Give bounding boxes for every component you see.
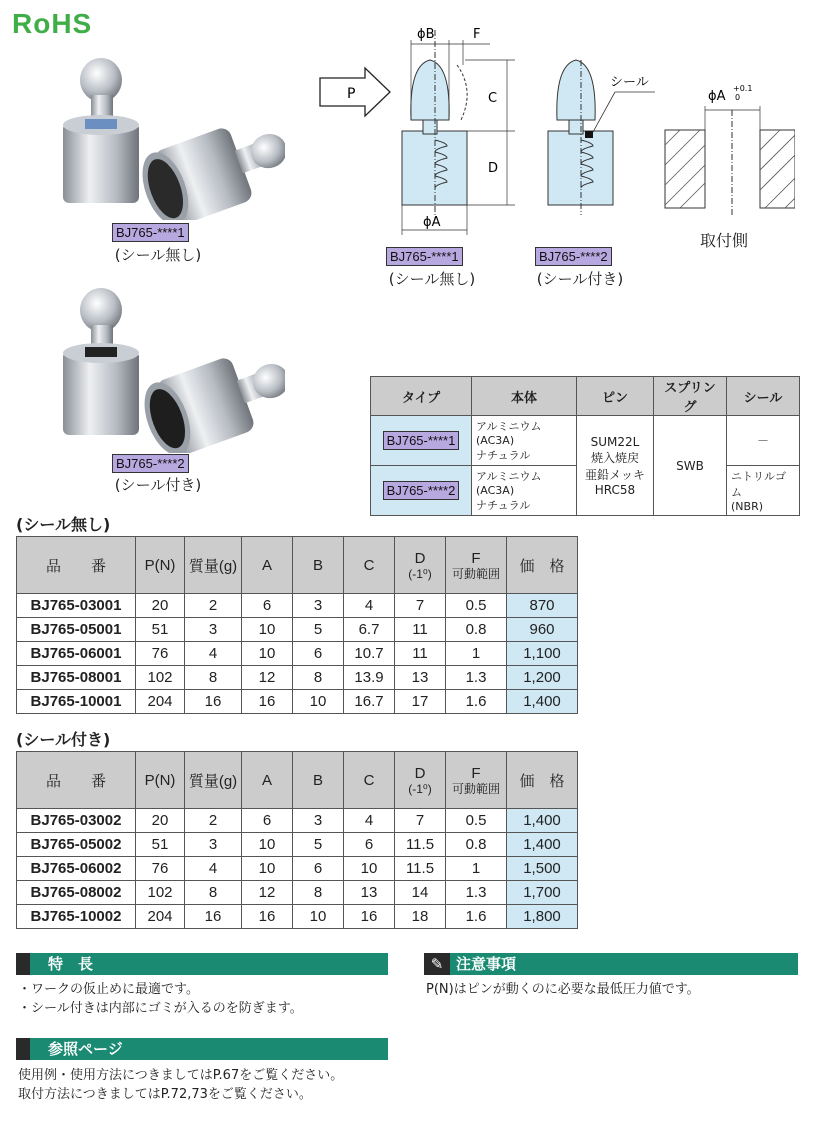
- features-header: 特 長: [16, 953, 388, 975]
- photo-tag-no-seal: BJ765-****1: [112, 222, 189, 242]
- spec-type-1: BJ765-****1: [371, 416, 472, 466]
- table-cell: 1,100: [507, 642, 578, 666]
- dim-c: C: [488, 91, 498, 106]
- arrow-label: P: [347, 86, 356, 102]
- table-cell: 12: [242, 881, 293, 905]
- table-cell: 10: [344, 857, 395, 881]
- photo-caption-no-seal: (シール無し): [114, 246, 202, 264]
- table-cell: 17: [395, 690, 446, 714]
- with-seal-title: (シール付き): [16, 730, 111, 749]
- table-cell: 0.8: [446, 618, 507, 642]
- table-cell: 2: [185, 809, 242, 833]
- table-cell: 76: [136, 857, 185, 881]
- table-cell: BJ765-05001: [17, 618, 136, 642]
- with-seal-table: 品 番 P(N) 質量(g) A B C D (-1⁰) F 可動範囲 価 格 BJ765-03002 20 2 6 3 4 7 0.5 1,400 BJ765-05002 51 3 10 5 6 11.5 0.8 1,400 BJ765-06002 76 4 10 6 10 11.5 1 1,500 BJ765-08002 102 8 12 8 13 14 1.3 1,700 BJ765-10002 204 16 16 10 16 18 1.6 1,800: [16, 751, 578, 929]
- table-cell: 10: [293, 905, 344, 929]
- table-cell: 1.6: [446, 905, 507, 929]
- table-cell: BJ765-03002: [17, 809, 136, 833]
- table-cell: 16: [185, 690, 242, 714]
- table-cell: 18: [395, 905, 446, 929]
- table-cell: 10: [242, 642, 293, 666]
- table-row: [17, 594, 578, 618]
- table-cell: 1,400: [507, 833, 578, 857]
- table-cell: 8: [293, 666, 344, 690]
- technical-drawing: [315, 20, 795, 260]
- reference-text: 使用例・使用方法につきましてはP.67をご覧ください。 取付方法につきましてはP.72,73をご覧ください。: [18, 1068, 344, 1102]
- table-cell: 51: [136, 618, 185, 642]
- drawing-tag-with-seal: BJ765-****2: [535, 246, 612, 266]
- spec-pin: SUM22L 焼入焼戻 亜鉛メッキ HRC58: [577, 416, 654, 516]
- table-cell: 1.3: [446, 881, 507, 905]
- spec-spring: SWB: [654, 416, 727, 516]
- table-cell: BJ765-08001: [17, 666, 136, 690]
- spec-type-2: BJ765-****2: [371, 466, 472, 516]
- table-cell: BJ765-03001: [17, 594, 136, 618]
- caution-header: ✎ 注意事項: [424, 953, 798, 975]
- table-cell: BJ765-10001: [17, 690, 136, 714]
- table-cell: 6: [242, 809, 293, 833]
- table-cell: 11.5: [395, 857, 446, 881]
- spec-header-type: タイプ: [371, 377, 472, 416]
- spec-body-2: アルミニウム(AC3A) ナチュラル: [472, 466, 577, 516]
- table-cell: 3: [293, 809, 344, 833]
- seal-label: シール: [610, 75, 649, 90]
- table-cell: 4: [344, 809, 395, 833]
- table-cell: 16: [344, 905, 395, 929]
- rohs-logo: RoHS: [12, 8, 93, 39]
- table-cell: 1.3: [446, 666, 507, 690]
- table-cell: BJ765-08002: [17, 881, 136, 905]
- table-cell: 10: [242, 618, 293, 642]
- photo-tag-with-seal: BJ765-****2: [112, 453, 189, 473]
- table-cell: 1,400: [507, 690, 578, 714]
- dim-b: ϕB: [417, 27, 435, 42]
- table-cell: 20: [136, 594, 185, 618]
- table-row: [17, 905, 578, 929]
- table-row: [17, 833, 578, 857]
- table-cell: 16: [242, 690, 293, 714]
- table-cell: 14: [395, 881, 446, 905]
- table-cell: 102: [136, 666, 185, 690]
- table-cell: 4: [344, 594, 395, 618]
- table-cell: 0.8: [446, 833, 507, 857]
- table-cell: 16.7: [344, 690, 395, 714]
- photo-caption-with-seal: (シール付き): [114, 476, 202, 494]
- table-cell: 10: [242, 857, 293, 881]
- spec-header-seal: シール: [727, 377, 800, 416]
- dim-tol-minus: 0: [735, 93, 741, 102]
- table-cell: 4: [185, 857, 242, 881]
- table-cell: 5: [293, 833, 344, 857]
- table-cell: 10: [242, 833, 293, 857]
- table-cell: 204: [136, 905, 185, 929]
- table-cell: 1,200: [507, 666, 578, 690]
- table-cell: 102: [136, 881, 185, 905]
- table-cell: 20: [136, 809, 185, 833]
- table-cell: 16: [185, 905, 242, 929]
- table-cell: 2: [185, 594, 242, 618]
- table-cell: 960: [507, 618, 578, 642]
- spec-header-body: 本体: [472, 377, 577, 416]
- table-cell: 13: [344, 881, 395, 905]
- table-row: [17, 666, 578, 690]
- table-cell: 8: [185, 666, 242, 690]
- table-row: [17, 881, 578, 905]
- table-cell: 6: [293, 642, 344, 666]
- no-seal-table: 品 番 P(N) 質量(g) A B C D (-1⁰) F 可動範囲 価 格 BJ765-03001 20 2 6 3 4 7 0.5 870 BJ765-05001 51 3 10 5 6.7 11 0.8 960 BJ765-06001 76 4 10 6 10.7 11 1 1,100 BJ765-08001 102 8 12 8 13.9 13 1.3 1,200 BJ765-10001 204 16 16 10 16.7 17 1.6 1,400: [16, 536, 578, 714]
- product-photo-with-seal: [55, 283, 285, 453]
- table-cell: 0.5: [446, 809, 507, 833]
- table-cell: 76: [136, 642, 185, 666]
- table-cell: 3: [293, 594, 344, 618]
- table-cell: 5: [293, 618, 344, 642]
- table-cell: BJ765-06001: [17, 642, 136, 666]
- table-cell: 13.9: [344, 666, 395, 690]
- features-text: ・ワークの仮止めに最適です。 ・シール付きは内部にゴミが入るのを防ぎます。: [18, 982, 303, 1016]
- dim-d: D: [488, 161, 499, 176]
- dim-a: ϕA: [423, 215, 441, 230]
- table-cell: 11: [395, 642, 446, 666]
- table-cell: 4: [185, 642, 242, 666]
- table-cell: 1,400: [507, 809, 578, 833]
- table-cell: 10: [293, 690, 344, 714]
- table-cell: 1,800: [507, 905, 578, 929]
- table-cell: 11: [395, 618, 446, 642]
- reference-header: 参照ページ: [16, 1038, 388, 1060]
- table-cell: 1: [446, 642, 507, 666]
- caution-text: P(N)はピンが動くのに必要な最低圧力値です。: [426, 982, 700, 997]
- table-cell: 51: [136, 833, 185, 857]
- table-cell: BJ765-06002: [17, 857, 136, 881]
- pencil-icon: ✎: [424, 953, 450, 975]
- table-cell: 3: [185, 833, 242, 857]
- product-photo-no-seal: [55, 55, 285, 220]
- spec-header-spring: スプリング: [654, 377, 727, 416]
- table-cell: 1: [446, 857, 507, 881]
- table-cell: BJ765-10002: [17, 905, 136, 929]
- table-cell: 7: [395, 594, 446, 618]
- spec-body-1: アルミニウム(AC3A) ナチュラル: [472, 416, 577, 466]
- dim-hole: ϕA: [708, 89, 726, 104]
- table-cell: 6: [293, 857, 344, 881]
- spec-header-pin: ピン: [577, 377, 654, 416]
- table-row: [17, 618, 578, 642]
- drawing-caption-with-seal: (シール付き): [536, 270, 624, 288]
- drawing-caption-no-seal: (シール無し): [388, 270, 476, 288]
- table-cell: 1.6: [446, 690, 507, 714]
- table-cell: 8: [293, 881, 344, 905]
- table-cell: 7: [395, 809, 446, 833]
- table-cell: 11.5: [395, 833, 446, 857]
- dim-f: F: [473, 27, 481, 42]
- table-cell: 6: [344, 833, 395, 857]
- spec-seal-1: －: [727, 416, 800, 466]
- table-cell: 870: [507, 594, 578, 618]
- drawing-tag-no-seal: BJ765-****1: [386, 246, 463, 266]
- table-cell: 6.7: [344, 618, 395, 642]
- table-cell: 8: [185, 881, 242, 905]
- table-cell: 13: [395, 666, 446, 690]
- table-row: [17, 690, 578, 714]
- table-row: [17, 857, 578, 881]
- spec-table: [370, 376, 800, 516]
- mount-side-label: 取付側: [700, 231, 749, 250]
- table-cell: 12: [242, 666, 293, 690]
- table-cell: 1,700: [507, 881, 578, 905]
- table-cell: 0.5: [446, 594, 507, 618]
- table-cell: 204: [136, 690, 185, 714]
- table-cell: 10.7: [344, 642, 395, 666]
- table-row: [17, 809, 578, 833]
- dim-tol-plus: +0.1: [733, 84, 753, 93]
- table-row: [17, 642, 578, 666]
- table-cell: 3: [185, 618, 242, 642]
- table-cell: 6: [242, 594, 293, 618]
- no-seal-title: (シール無し): [16, 515, 111, 534]
- table-cell: BJ765-05002: [17, 833, 136, 857]
- table-cell: 1,500: [507, 857, 578, 881]
- spec-seal-2: ニトリルゴム (NBR): [727, 466, 800, 516]
- table-cell: 16: [242, 905, 293, 929]
